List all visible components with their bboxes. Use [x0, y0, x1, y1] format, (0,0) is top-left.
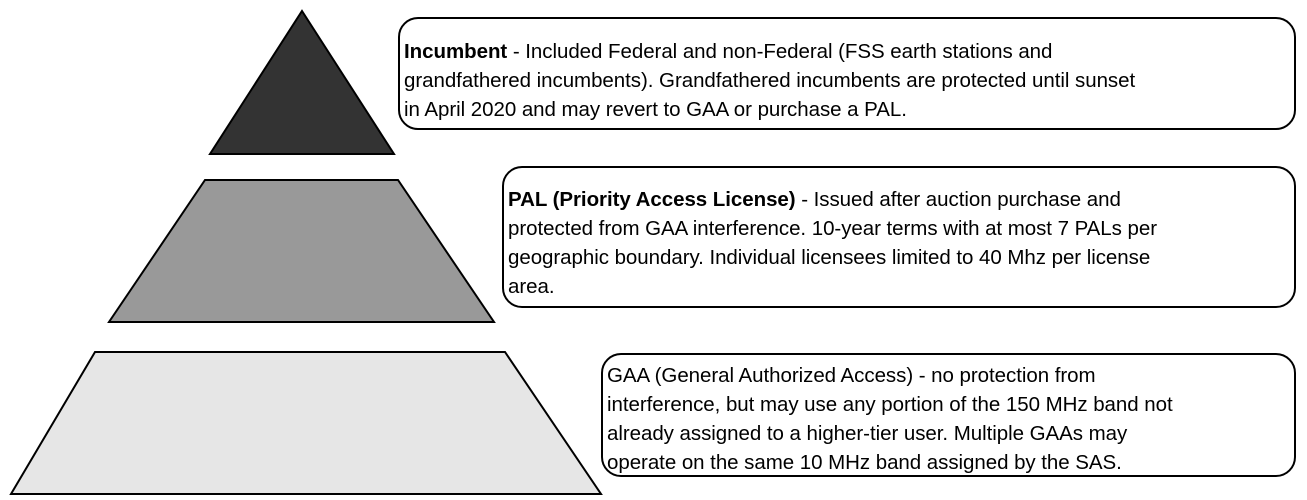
pal-text-2: protected from GAA interference. 10-year terms with at most 7 PALs per [508, 217, 1157, 240]
incumbent-title: Incumbent [404, 40, 508, 63]
gaa-text-3: already assigned to a higher-tier user. Multiple GAAs may [607, 422, 1128, 445]
pal-tier-shape [109, 180, 494, 322]
pal-text-1: - Issued after auction purchase and [795, 188, 1121, 211]
incumbent-description-box [398, 17, 1296, 130]
incumbent-text-1: - Included Federal and non-Federal (FSS earth stations and [507, 40, 1053, 63]
pal-title: PAL (Priority Access License) [508, 188, 796, 211]
pal-description-box [502, 166, 1296, 308]
gaa-text-4: operate on the same 10 MHz band assigned by the SAS. [607, 451, 1122, 474]
pal-line-1 [508, 185, 1288, 214]
incumbent-tier-shape [210, 11, 394, 154]
pal-text-4: area. [508, 275, 555, 298]
incumbent-text-2: grandfathered incumbents). Grandfathered incumbents are protected until sunset [404, 69, 1136, 92]
gaa-text-2: interference, but may use any portion of the 150 MHz band not [607, 393, 1173, 416]
incumbent-text-3: in April 2020 and may revert to GAA or purchase a PAL. [404, 98, 907, 121]
pal-text-3: geographic boundary. Individual licensees limited to 40 Mhz per license [508, 246, 1151, 269]
gaa-tier-shape [11, 352, 601, 494]
gaa-description-box [601, 353, 1296, 477]
gaa-text-1: GAA (General Authorized Access) - no protection from [607, 364, 1096, 387]
incumbent-line-1 [404, 37, 1288, 66]
